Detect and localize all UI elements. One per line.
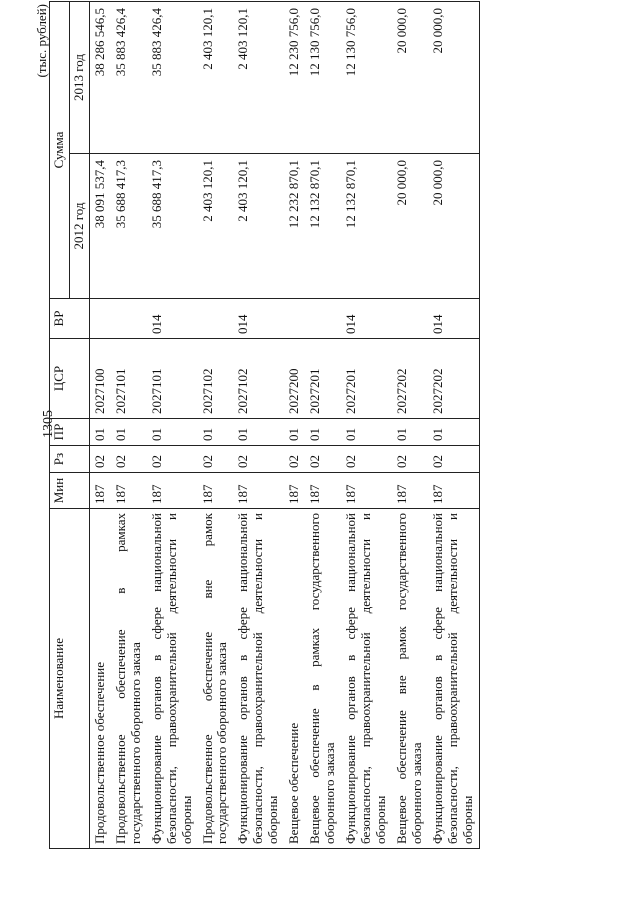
cell-csr: 2027100	[89, 339, 110, 419]
cell-vr	[198, 299, 234, 339]
header-min: Мин	[50, 473, 90, 509]
cell-pr: 01	[341, 419, 392, 446]
cell-name: Функционирование органов в сфере национальной безопасности, правоохранительной деятельности и обороны	[341, 509, 392, 849]
cell-min: 187	[198, 473, 234, 509]
table-row	[428, 2, 479, 849]
cell-min: 187	[147, 473, 198, 509]
cell-rz: 02	[89, 446, 110, 473]
cell-sum-2013: 12 130 756,0	[305, 2, 341, 154]
cell-vr	[89, 299, 110, 339]
cell-name: Функционирование органов в сфере национальной безопасности, правоохранительной деятельности и обороны	[428, 509, 479, 849]
cell-pr: 01	[147, 419, 198, 446]
header-name: Наименование	[50, 509, 90, 849]
cell-rz: 02	[198, 446, 234, 473]
header-rz: Рз	[50, 446, 90, 473]
cell-sum-2013: 2 403 120,1	[233, 2, 284, 154]
cell-sum-2012: 35 688 417,3	[111, 154, 147, 299]
cell-rz: 02	[147, 446, 198, 473]
cell-pr: 01	[428, 419, 479, 446]
table-row	[147, 2, 198, 849]
cell-csr: 2027101	[147, 339, 198, 419]
cell-sum-2012: 12 132 870,1	[341, 154, 392, 299]
cell-csr: 2027102	[233, 339, 284, 419]
cell-pr: 01	[89, 419, 110, 446]
cell-sum-2012: 20 000,0	[392, 154, 428, 299]
cell-rz: 02	[284, 446, 305, 473]
cell-sum-2013: 38 286 546,5	[89, 2, 110, 154]
cell-sum-2012: 2 403 120,1	[198, 154, 234, 299]
table-header	[50, 2, 90, 849]
cell-sum-2012: 12 132 870,1	[305, 154, 341, 299]
cell-csr: 2027200	[284, 339, 305, 419]
cell-pr: 01	[392, 419, 428, 446]
cell-min: 187	[341, 473, 392, 509]
page-number: 1305	[41, 410, 56, 438]
cell-sum-2013: 20 000,0	[428, 2, 479, 154]
table-row	[111, 2, 147, 849]
cell-sum-2013: 35 883 426,4	[111, 2, 147, 154]
table-row	[284, 2, 305, 849]
header-vr: ВР	[50, 299, 90, 339]
table-row	[341, 2, 392, 849]
cell-name: Вещевое обеспечение вне рамок государственного оборонного заказа	[392, 509, 428, 849]
cell-rz: 02	[233, 446, 284, 473]
header-sum: Сумма	[50, 2, 70, 299]
cell-pr: 01	[305, 419, 341, 446]
table-body	[89, 2, 479, 849]
cell-min: 187	[305, 473, 341, 509]
table-row	[233, 2, 284, 849]
cell-min: 187	[111, 473, 147, 509]
cell-rz: 02	[428, 446, 479, 473]
cell-rz: 02	[341, 446, 392, 473]
cell-csr: 2027101	[111, 339, 147, 419]
cell-csr: 2027202	[428, 339, 479, 419]
cell-name: Продовольственное обеспечение в рамках государственного оборонного заказа	[111, 509, 147, 849]
cell-sum-2013: 20 000,0	[392, 2, 428, 154]
header-2012: 2012 год	[69, 154, 89, 299]
cell-vr	[305, 299, 341, 339]
cell-pr: 01	[198, 419, 234, 446]
header-csr: ЦСР	[50, 339, 90, 419]
cell-vr	[392, 299, 428, 339]
header-2013: 2013 год	[69, 2, 89, 154]
cell-sum-2012: 20 000,0	[428, 154, 479, 299]
table-row	[392, 2, 428, 849]
header-pr: ПР	[50, 419, 90, 446]
table-row	[89, 2, 110, 849]
cell-min: 187	[428, 473, 479, 509]
cell-vr	[111, 299, 147, 339]
cell-sum-2012: 12 232 870,1	[284, 154, 305, 299]
budget-table	[49, 1, 480, 849]
cell-name: Продовольственное обеспечение вне рамок государственного оборонного заказа	[198, 509, 234, 849]
cell-csr: 2027201	[341, 339, 392, 419]
cell-sum-2013: 2 403 120,1	[198, 2, 234, 154]
cell-name: Функционирование органов в сфере национальной безопасности, правоохранительной деятельности и обороны	[233, 509, 284, 849]
units-label: (тыс. рублей)	[34, 4, 49, 78]
cell-sum-2012: 38 091 537,4	[89, 154, 110, 299]
cell-min: 187	[392, 473, 428, 509]
table-row	[198, 2, 234, 849]
cell-name: Вещевое обеспечение в рамках государственного оборонного заказа	[305, 509, 341, 849]
cell-sum-2012: 35 688 417,3	[147, 154, 198, 299]
cell-vr: 014	[147, 299, 198, 339]
cell-csr: 2027201	[305, 339, 341, 419]
cell-rz: 02	[392, 446, 428, 473]
cell-vr: 014	[428, 299, 479, 339]
cell-pr: 01	[233, 419, 284, 446]
cell-sum-2012: 2 403 120,1	[233, 154, 284, 299]
cell-vr: 014	[233, 299, 284, 339]
cell-rz: 02	[305, 446, 341, 473]
cell-vr	[284, 299, 305, 339]
cell-min: 187	[284, 473, 305, 509]
cell-pr: 01	[111, 419, 147, 446]
cell-sum-2013: 35 883 426,4	[147, 2, 198, 154]
cell-pr: 01	[284, 419, 305, 446]
cell-sum-2013: 12 130 756,0	[341, 2, 392, 154]
cell-min: 187	[89, 473, 110, 509]
cell-name: Функционирование органов в сфере национальной безопасности, правоохранительной деятельности и обороны	[147, 509, 198, 849]
cell-min: 187	[233, 473, 284, 509]
cell-name: Продовольственное обеспечение	[89, 509, 110, 849]
cell-name: Вещевое обеспечение	[284, 509, 305, 849]
cell-csr: 2027102	[198, 339, 234, 419]
cell-sum-2013: 12 230 756,0	[284, 2, 305, 154]
cell-csr: 2027202	[392, 339, 428, 419]
cell-vr: 014	[341, 299, 392, 339]
cell-rz: 02	[111, 446, 147, 473]
table-row	[305, 2, 341, 849]
